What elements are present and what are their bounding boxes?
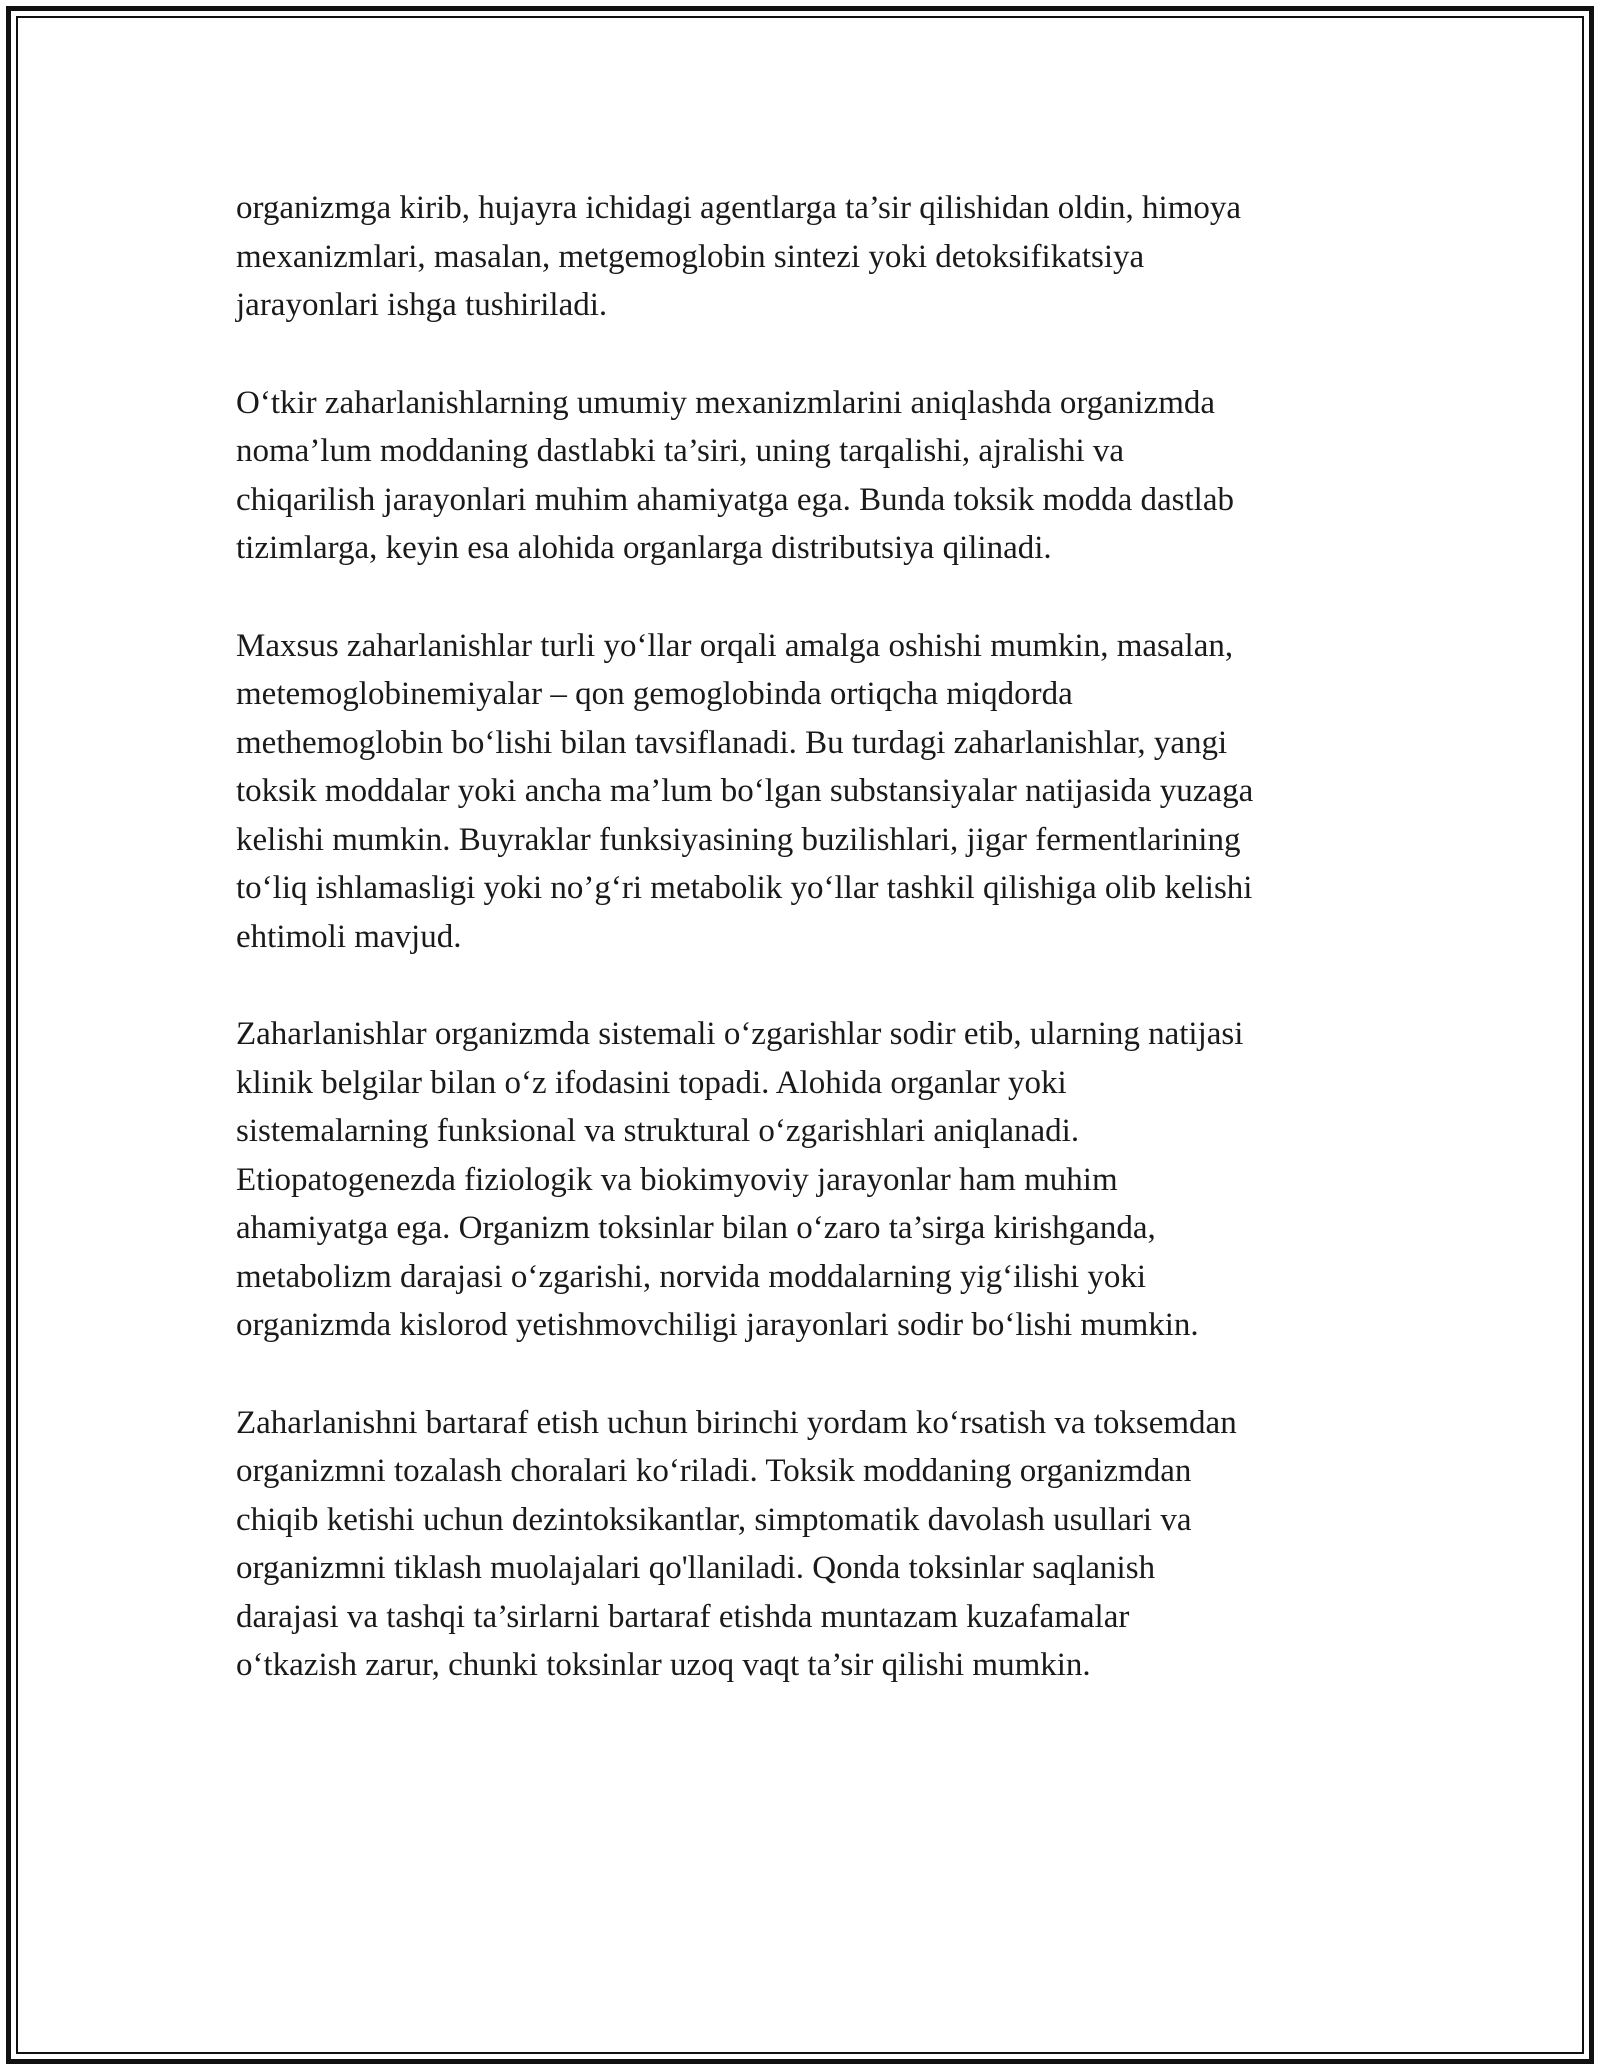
text-line: kelishi mumkin. Buyraklar funksiyasining buzilishlari, jigar fermentlarining (236, 821, 1241, 858)
text-line: darajasi va tashqi ta’sirlarni bartaraf etishda muntazam kuzafamalar (236, 1598, 1130, 1635)
document-body (236, 184, 1386, 1739)
text-line: organizmni tiklash muolajalari qo'llaniladi. Qonda toksinlar saqlanish (236, 1550, 1156, 1586)
text-line: ahamiyatga ega. Organizm toksinlar bilan o‘zaro ta’sirga kirishganda, (236, 1210, 1156, 1246)
text-line: Etiopatogenezda fiziologik va biokimyoviy jarayonlar ham muhim (236, 1161, 1118, 1198)
text-line: organizmni tozalash choralari ko‘riladi. Toksik moddaning organizmdan (236, 1453, 1192, 1489)
text-line: methemoglobin bo‘lishi bilan tavsiflanadi. Bu turdagi zaharlanishlar, yangi (236, 724, 1228, 761)
text-line: jarayonlari ishga tushiriladi. (236, 287, 608, 323)
text-line: chiqarilish jarayonlari muhim ahamiyatga ega. Bunda toksik modda dastlab (236, 481, 1234, 518)
text-line: noma’lum moddaning dastlabki ta’siri, uning tarqalishi, ajralishi va (236, 433, 1125, 469)
text-line: Zaharlanishni bartaraf etish uchun birinchi yordam ko‘rsatish va toksemdan (236, 1404, 1237, 1441)
text-line: Maxsus zaharlanishlar turli yo‘llar orqali amalga oshishi mumkin, masalan, (236, 627, 1234, 664)
text-line: ehtimoli mavjud. (236, 918, 462, 955)
text-line: Zaharlanishlar organizmda sistemali o‘zgarishlar sodir etib, ularning natijasi (236, 1016, 1244, 1052)
paragraph-2 (236, 379, 1386, 573)
text-line: mexanizmlari, masalan, metgemoglobin sintezi yoki detoksifikatsiya (236, 238, 1145, 275)
text-line: to‘liq ishlamasligi yoki no’g‘ri metabolik yo‘llar tashkil qilishiga olib kelishi (236, 870, 1253, 906)
text-line: o‘tkazish zarur, chunki toksinlar uzoq vaqt ta’sir qilishi mumkin. (236, 1647, 1091, 1683)
text-line: klinik belgilar bilan o‘z ifodasini topadi. Alohida organlar yoki (236, 1064, 1067, 1101)
text-line: metabolizm darajasi o‘zgarishi, norvida moddalarning yig‘ilishi yoki (236, 1258, 1147, 1295)
text-line: toksik moddalar yoki ancha ma’lum bo‘lgan substansiyalar natijasida yuzaga (236, 773, 1254, 809)
paragraph-5 (236, 1399, 1386, 1690)
paragraph-3 (236, 622, 1386, 962)
text-line: tizimlarga, keyin esa alohida organlarga distributsiya qilinadi. (236, 530, 1052, 566)
text-line: organizmga kirib, hujayra ichidagi agentlarga ta’sir qilishidan oldin, himoya (236, 190, 1242, 226)
paragraph-1 (236, 184, 1386, 330)
text-line: metemoglobinemiyalar – qon gemoglobinda ortiqcha miqdorda (236, 676, 1073, 712)
text-line: chiqib ketishi uchun dezintoksikantlar, simptomatik davolash usullari va (236, 1501, 1192, 1538)
text-line: organizmda kislorod yetishmovchiligi jarayonlari sodir bo‘lishi mumkin. (236, 1307, 1199, 1343)
text-line: sistemalarning funksional va struktural o‘zgarishlari aniqlanadi. (236, 1113, 1080, 1149)
paragraph-4 (236, 1010, 1386, 1350)
text-line: O‘tkir zaharlanishlarning umumiy mexanizmlarini aniqlashda organizmda (236, 384, 1216, 421)
